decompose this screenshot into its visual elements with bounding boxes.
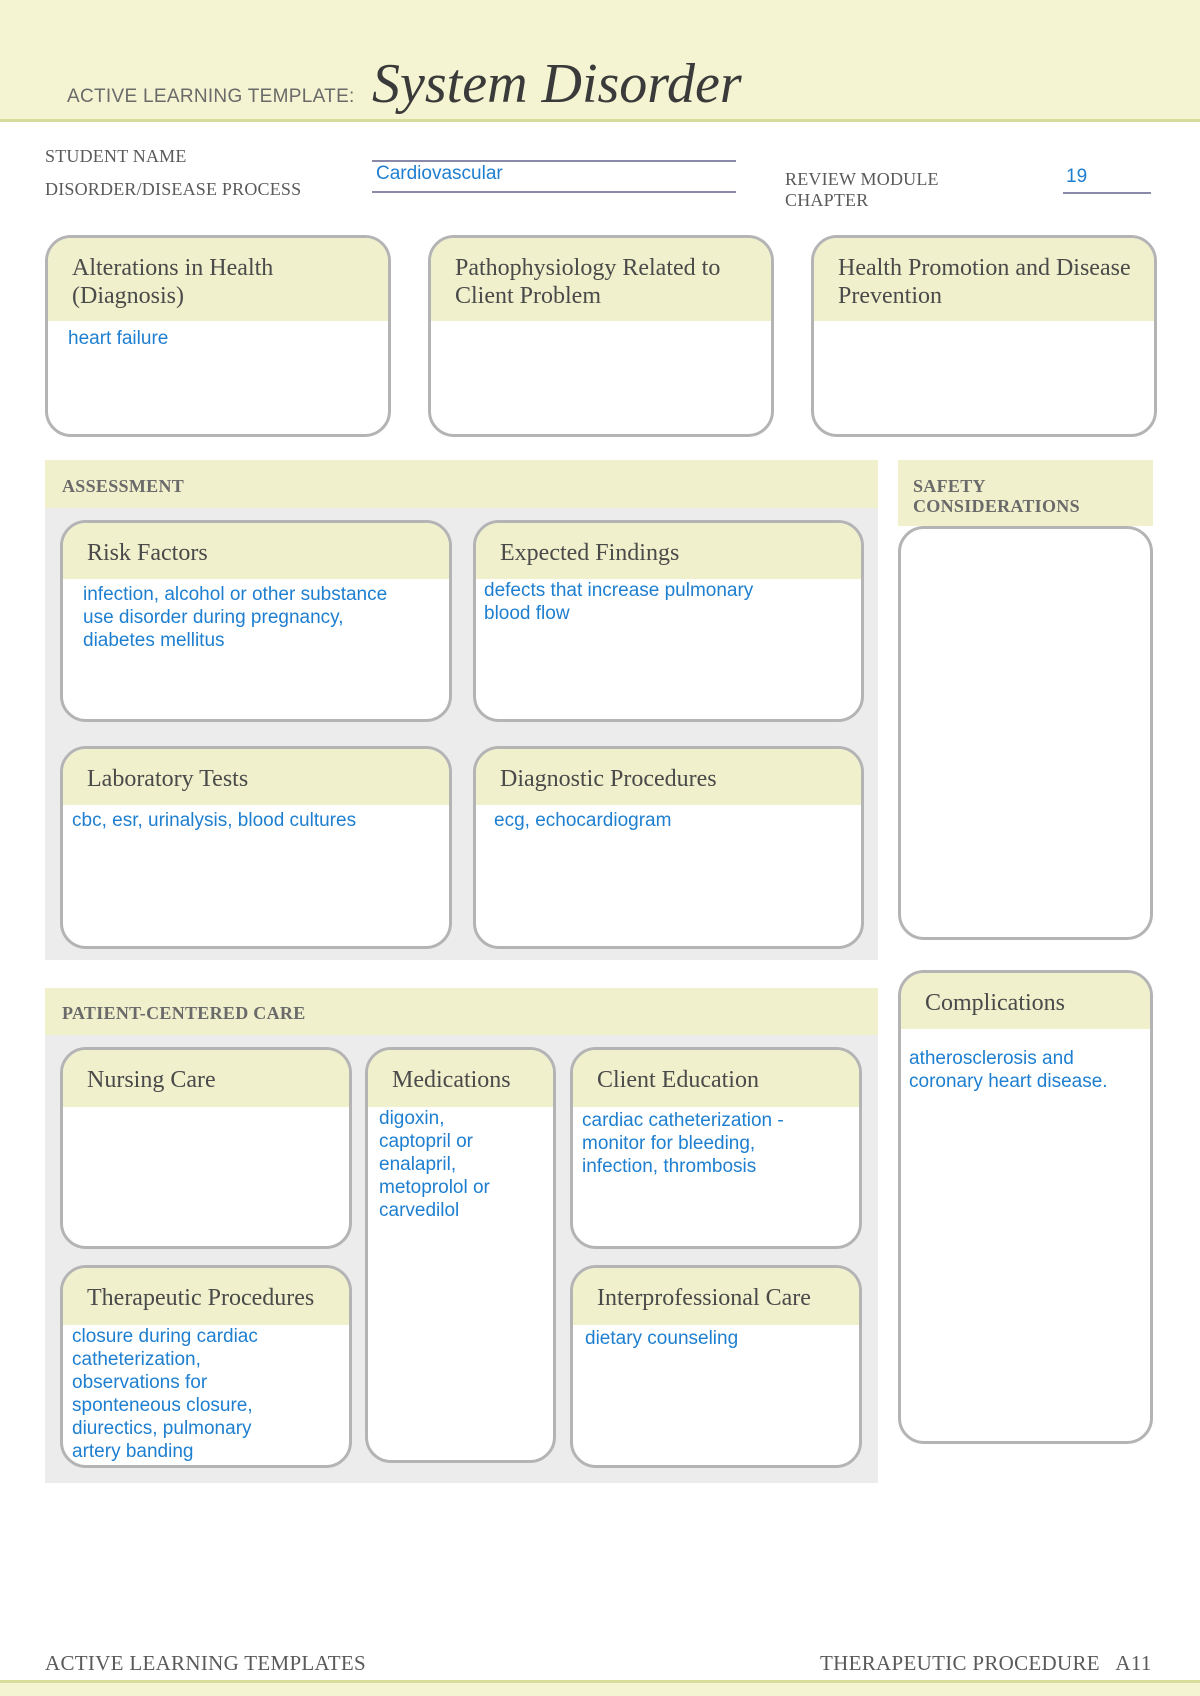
card-body: digoxin, captopril or enalapril, metoprolol or carvedilol <box>379 1108 490 1221</box>
card-title: Alterations in Health (Diagnosis) <box>48 238 388 321</box>
student-name-label: STUDENT NAME <box>45 146 187 166</box>
card-safety-considerations[interactable] <box>898 526 1153 940</box>
card-body: heart failure <box>68 328 169 349</box>
review-module-label: REVIEW MODULE <box>785 169 939 189</box>
card-nursing-care[interactable] <box>60 1047 352 1249</box>
footer-left-text: ACTIVE LEARNING TEMPLATES <box>45 1651 366 1675</box>
card-body <box>814 321 1154 325</box>
card-therapeutic-procedures[interactable] <box>60 1265 352 1468</box>
card-body <box>63 1107 349 1111</box>
card-client-education[interactable] <box>570 1047 862 1249</box>
card-title: Expected Findings <box>476 523 861 579</box>
disorder-label: DISORDER/DISEASE PROCESS <box>45 179 302 199</box>
template-title: System Disorder <box>372 53 742 115</box>
chapter-label: CHAPTER <box>785 190 869 210</box>
card-body: cardiac catheterization - monitor for bleeding, infection, thrombosis <box>582 1110 784 1177</box>
card-body: infection, alcohol or other substance use disorder during pregnancy, diabetes mellitus <box>83 584 388 651</box>
card-body: closure during cardiac catheterization, observations for sponteneous closure, diurectics, pulmonary artery banding <box>72 1326 258 1462</box>
disorder-field[interactable] <box>372 163 736 193</box>
card-title: Pathophysiology Related to Client Problem <box>431 238 771 321</box>
card-title: Complications <box>901 973 1150 1029</box>
chapter-value: 19 <box>1066 166 1088 187</box>
card-interprofessional-care[interactable] <box>570 1265 862 1468</box>
card-title: Nursing Care <box>63 1050 349 1107</box>
card-expected-findings[interactable] <box>473 520 864 722</box>
card-title: Therapeutic Procedures <box>63 1268 349 1325</box>
card-medications[interactable] <box>365 1047 556 1463</box>
chapter-field[interactable] <box>1063 166 1151 194</box>
footer-right-text: THERAPEUTIC PROCEDURE A11 <box>820 1651 1152 1675</box>
card-alterations-in-health[interactable] <box>45 235 391 437</box>
card-body: atherosclerosis and coronary heart disease. <box>909 1048 1108 1092</box>
card-risk-factors[interactable] <box>60 520 452 722</box>
card-title: Medications <box>368 1050 553 1107</box>
card-body: dietary counseling <box>585 1328 739 1349</box>
patient-care-title: PATIENT-CENTERED CARE <box>62 1003 306 1023</box>
card-health-promotion[interactable] <box>811 235 1157 437</box>
assessment-title: ASSESSMENT <box>62 476 185 496</box>
card-pathophysiology[interactable] <box>428 235 774 437</box>
template-label: ACTIVE LEARNING TEMPLATE: <box>67 86 355 107</box>
card-title: Diagnostic Procedures <box>476 749 861 805</box>
safety-title: SAFETY CONSIDERATIONS <box>913 476 1080 516</box>
student-name-field[interactable] <box>372 144 736 162</box>
card-diagnostic-procedures[interactable] <box>473 746 864 949</box>
footer-band <box>0 1680 1200 1696</box>
card-body <box>431 321 771 325</box>
card-body: defects that increase pulmonary blood flow <box>484 580 754 624</box>
card-body <box>901 529 1150 543</box>
card-title: Risk Factors <box>63 523 449 579</box>
card-title: Interprofessional Care <box>573 1268 859 1325</box>
card-title: Health Promotion and Disease Prevention <box>814 238 1154 321</box>
card-laboratory-tests[interactable] <box>60 746 452 949</box>
card-body: ecg, echocardiogram <box>494 810 672 831</box>
card-title: Client Education <box>573 1050 859 1107</box>
card-body: cbc, esr, urinalysis, blood cultures <box>72 810 357 831</box>
card-title: Laboratory Tests <box>63 749 449 805</box>
card-complications[interactable] <box>898 970 1153 1444</box>
disorder-value: Cardiovascular <box>376 163 503 184</box>
